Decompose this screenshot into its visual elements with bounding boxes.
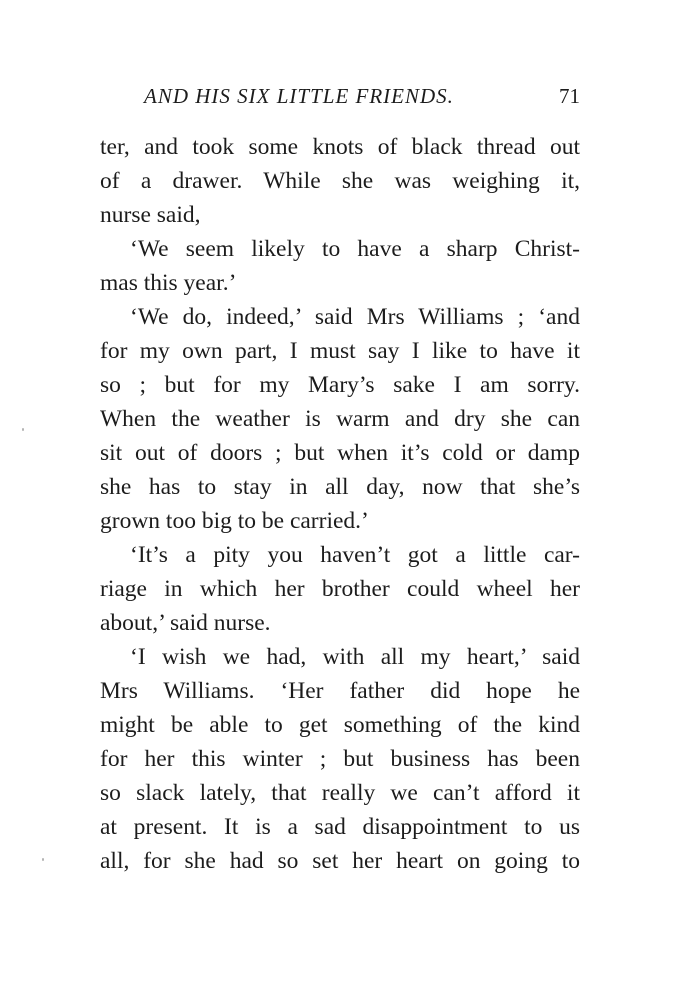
text-line: ‘I wish we had, with all my heart,’ said (130, 644, 580, 670)
text-line: ‘We seem likely to have a sharp Christ- (130, 236, 580, 262)
scan-speck (22, 428, 24, 431)
text-line: she has to stay in all day, now that she’s (100, 474, 580, 500)
paragraph (100, 640, 580, 878)
paragraph (100, 130, 580, 232)
running-head (100, 80, 580, 116)
text-line: When the weather is warm and dry she can (100, 406, 580, 432)
paragraph (100, 300, 580, 538)
text-line: nurse said, (100, 202, 201, 228)
text-line: Mrs Williams. ‘Her father did hope he (100, 678, 580, 704)
paragraph (100, 538, 580, 640)
text-line: sit out of doors ; but when it’s cold or damp (100, 440, 580, 466)
page-number: 71 (559, 84, 580, 108)
text-line: ‘We do, indeed,’ said Mrs Williams ; ‘and (130, 304, 580, 330)
text-line: of a drawer. While she was weighing it, (100, 168, 580, 194)
text-line: riage in which her brother could wheel her (100, 576, 580, 602)
text-line: might be able to get something of the kind (100, 712, 580, 738)
text-line: at present. It is a sad disappointment to us (100, 814, 580, 840)
text-line: grown too big to be carried.’ (100, 508, 369, 534)
running-title: AND HIS SIX LITTLE FRIENDS. (144, 84, 454, 108)
text-line: ‘It’s a pity you haven’t got a little car- (130, 542, 580, 568)
text-line: ter, and took some knots of black thread out (100, 134, 580, 160)
scan-speck (42, 858, 44, 861)
text-line: about,’ said nurse. (100, 610, 271, 636)
text-line: for my own part, I must say I like to have it (100, 338, 580, 364)
body-text (100, 130, 580, 878)
paragraph (100, 232, 580, 300)
text-line: so ; but for my Mary’s sake I am sorry. (100, 372, 580, 398)
text-line: all, for she had so set her heart on going to (100, 848, 580, 874)
text-line: mas this year.’ (100, 270, 237, 296)
text-line: for her this winter ; but business has been (100, 746, 580, 772)
text-line: so slack lately, that really we can’t afford it (100, 780, 580, 806)
